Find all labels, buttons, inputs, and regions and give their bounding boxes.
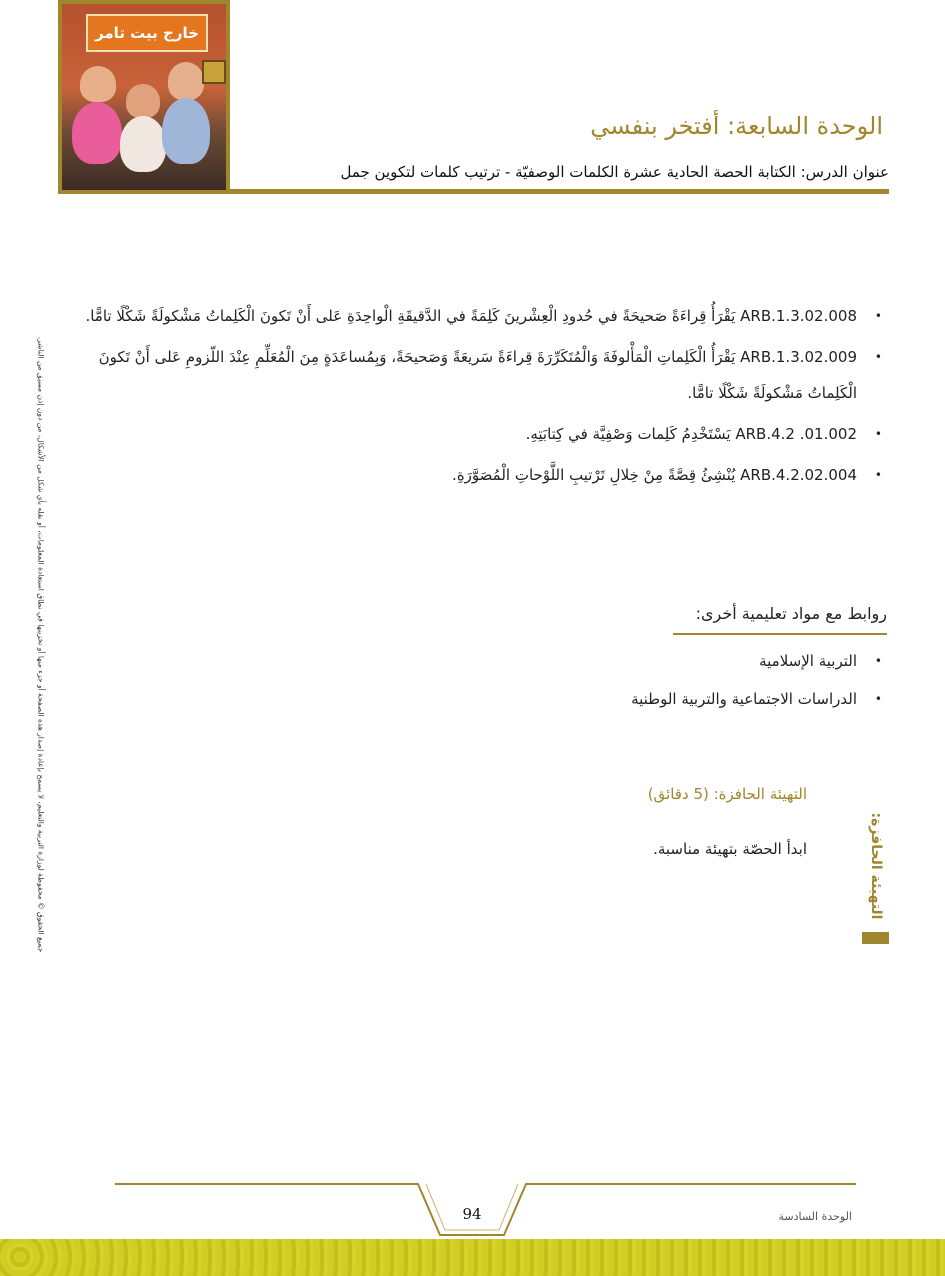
doll-figure-right-body: [162, 98, 210, 164]
outcome-item: • ARB.4.2 .01.002 يَسْتَخْدِمُ كَلِمات وَصْفِيَّة في كِتابَتِهِ.: [57, 416, 887, 452]
links-item: • الدراسات الاجتماعية والتربية الوطنية: [487, 684, 887, 714]
footer-unit-label: الوحدة السادسة: [778, 1210, 852, 1223]
doll-figure-left-dress: [72, 102, 122, 164]
picture-frame: [202, 60, 226, 84]
warmup-side-tab: [862, 812, 890, 928]
copyright-text: جميع الحقوق © محفوظة لوزارة التربية والتعليم، لا يسمح بإعادة إصدار هذه الصفحة أو جزء منها أو تخزينها في نطاق استعادة المعلومات، أو نقله بأي شكل من الأشكال، من دون إذن مسبق من الناشر.: [36, 336, 46, 953]
links-divider: [673, 633, 887, 635]
book-cover-image: [58, 0, 230, 194]
links-list: [487, 646, 887, 722]
doll-figure-middle-dress: [120, 116, 166, 172]
book-cover-title: خارج بيت تامر: [86, 14, 208, 52]
header-divider: [230, 189, 889, 194]
outcome-item: • ARB.1.3.02.008 يَقْرَأُ قِراءَةً صَحيحَةً في حُدودِ الْعِشْرينَ كَلِمَةً في الدَّقيقَةِ الْواحِدَةِ عَلى أَنْ تَكونَ الْكَلِماتُ مَشْكولَةً شَكْلًا تامًّا.: [57, 298, 887, 334]
copyright-sidebar: [36, 285, 44, 1005]
decorative-bottom-band: [0, 1239, 945, 1276]
outcome-item: • ARB.1.3.02.009 يَقْرَأُ الْكَلِماتِ الْمَأْلوفَةَ وَالْمُتَكَرِّرَةَ قِراءَةً سَريعَةً وَصَحيحَةً، وَبِمُساعَدَةٍ مِنَ الْمُعَلِّمِ عِنْدَ اللّزومِ عَلى أَنْ تَكونَ الْكَلِماتُ مَشْكولَةً شَكْلًا تامًّا.: [57, 339, 887, 411]
links-item: • التربية الإسلامية: [487, 646, 887, 676]
links-heading: روابط مع مواد تعليمية أخرى:: [695, 604, 887, 623]
warmup-side-marker: [862, 932, 889, 944]
learning-outcomes-list: [57, 298, 887, 498]
warmup-heading: التهيئة الحافزة: (5 دقائق): [647, 785, 807, 803]
doll-figure-right: [168, 62, 204, 100]
unit-title: الوحدة السابعة: أفتخر بنفسي: [590, 112, 883, 140]
lesson-title: عنوان الدرس: الكتابة الحصة الحادية عشرة الكلمات الوصفيّة - ترتيب كلمات لتكوين جمل: [340, 163, 889, 181]
warmup-side-tab-label: التهيئة الحافزة:: [868, 812, 884, 920]
doll-figure-middle: [126, 84, 160, 118]
page-number: 94: [462, 1205, 482, 1223]
doll-figure-left: [80, 66, 116, 102]
outcome-item: • ARB.4.2.02.004 يُنْشِئُ قِصَّةً مِنْ خِلالِ تَرْتيبِ اللَّوْحاتِ الْمُصَوَّرَةِ.: [57, 457, 887, 493]
warmup-text: ابدأ الحصّة بتهيئة مناسبة.: [653, 840, 807, 858]
